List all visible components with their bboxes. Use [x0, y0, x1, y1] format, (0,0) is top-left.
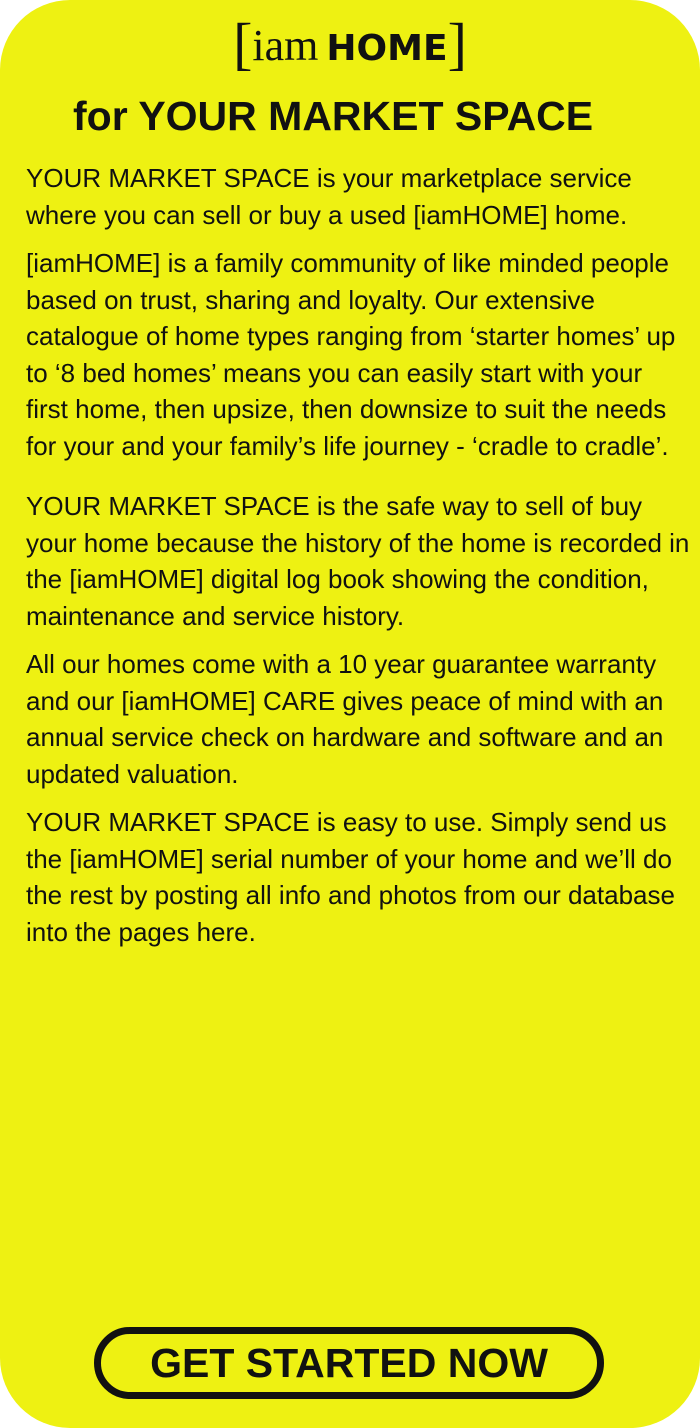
- logo-close-bracket: ]: [447, 11, 467, 76]
- logo-open-bracket: [: [233, 11, 253, 76]
- iamhome-logo: [0, 11, 700, 79]
- paragraph-intro: YOUR MARKET SPACE is your marketplace service where you can sell or buy a used [iamHOME] home.: [26, 163, 632, 230]
- logo-home-text: HOME: [326, 28, 448, 69]
- paragraph-community: [iamHOME] is a family community of like minded people based on trust, sharing and loyalty. Our extensive catalogue of home types ranging from ‘starter homes’ up to ‘8 bed homes’ means you can easily start with your first home, then upsize, then downsize to suit the needs for your and your family’s life journey - ‘cradle to cradle’.: [26, 248, 676, 461]
- logo-iam-text: iam: [252, 21, 319, 70]
- page-title: [73, 90, 673, 142]
- title-brand: YOUR MARKET SPACE: [138, 93, 594, 139]
- paragraph-warranty: All our homes come with a 10 year guarantee warranty and our [iamHOME] CARE gives peace of mind with an annual service check on hardware and software and an updated valuation.: [26, 649, 664, 789]
- paragraph-ease-of-use: YOUR MARKET SPACE is easy to use. Simply send us the [iamHOME] serial number of your home and we’ll do the rest by posting all info and photos from our database into the pages here.: [26, 807, 675, 947]
- paragraph-safety: YOUR MARKET SPACE is the safe way to sell of buy your home because the history of the home is recorded in the [iamHOME] digital log book showing the condition, maintenance and service history.: [26, 491, 690, 631]
- title-prefix: for: [73, 93, 139, 139]
- get-started-button[interactable]: GET STARTED NOW: [94, 1327, 604, 1399]
- description-text: [26, 160, 690, 962]
